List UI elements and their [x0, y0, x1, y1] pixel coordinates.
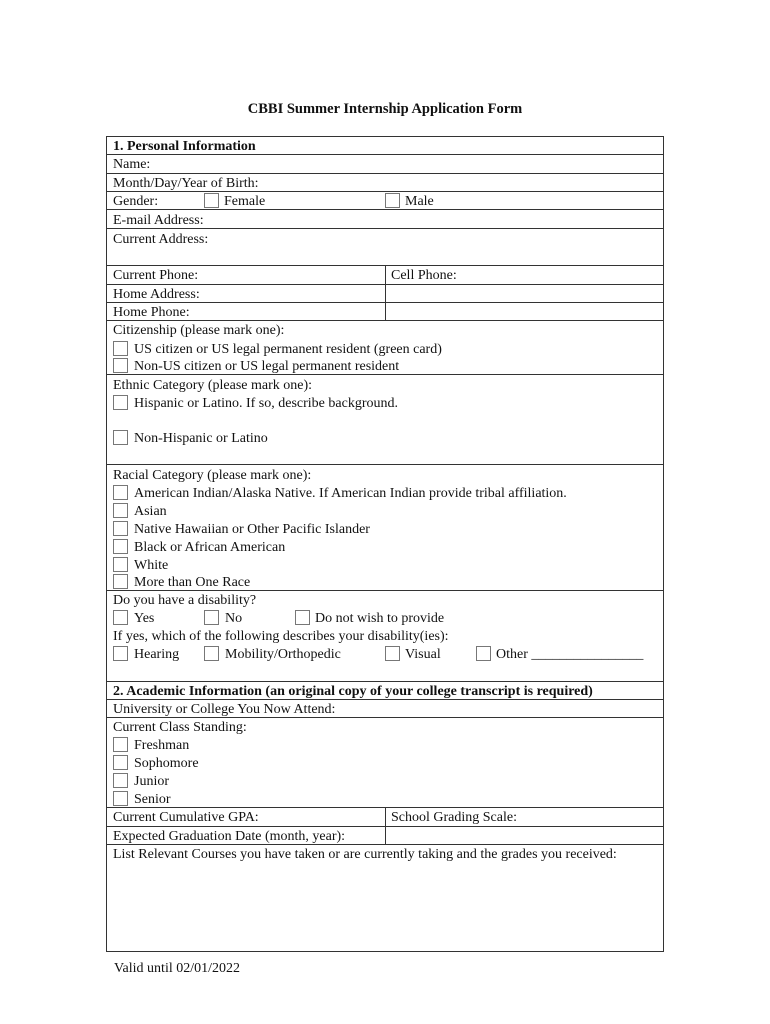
citizenship-checkbox-us[interactable] — [113, 341, 128, 356]
row-divider — [107, 464, 663, 465]
home-phone-field[interactable]: Home Phone: — [113, 305, 190, 320]
hearing-label: Hearing — [134, 647, 180, 662]
name-field[interactable]: Name: — [113, 157, 151, 172]
gender-label: Gender: — [113, 194, 159, 209]
senior-label: Senior — [134, 792, 171, 807]
racial-option: Asian — [134, 504, 167, 519]
male-checkbox[interactable] — [385, 193, 400, 208]
racial-checkbox[interactable] — [113, 521, 128, 536]
visual-label: Visual — [405, 647, 441, 662]
column-divider — [385, 807, 386, 844]
racial-option: American Indian/Alaska Native. If American Indian provide tribal affiliation. — [134, 486, 567, 501]
section-heading-personal: 1. Personal Information — [113, 139, 256, 154]
citizenship-option-us: US citizen or US legal permanent resident (green card) — [134, 342, 442, 357]
row-divider — [107, 590, 663, 591]
racial-checkbox[interactable] — [113, 485, 128, 500]
cell-phone-field[interactable]: Cell Phone: — [391, 268, 457, 283]
disability-decline-checkbox[interactable] — [295, 610, 310, 625]
dob-field[interactable]: Month/Day/Year of Birth: — [113, 176, 259, 191]
junior-label: Junior — [134, 774, 169, 789]
racial-checkbox[interactable] — [113, 503, 128, 518]
row-divider — [107, 699, 663, 700]
disability-question: Do you have a disability? — [113, 593, 257, 608]
sophomore-label: Sophomore — [134, 756, 199, 771]
citizenship-option-non-us: Non-US citizen or US legal permanent resident — [134, 359, 400, 374]
sophomore-checkbox[interactable] — [113, 755, 128, 770]
row-divider — [107, 681, 663, 682]
disability-yes-checkbox[interactable] — [113, 610, 128, 625]
visual-checkbox[interactable] — [385, 646, 400, 661]
row-divider — [107, 209, 663, 210]
page-title: CBBI Summer Internship Application Form — [247, 101, 523, 117]
graduation-date-field[interactable]: Expected Graduation Date (month, year): — [113, 829, 346, 844]
disability-decline-label: Do not wish to provide — [315, 611, 445, 626]
racial-checkbox[interactable] — [113, 574, 128, 589]
hearing-checkbox[interactable] — [113, 646, 128, 661]
current-phone-field[interactable]: Current Phone: — [113, 268, 199, 283]
junior-checkbox[interactable] — [113, 773, 128, 788]
disability-no-checkbox[interactable] — [204, 610, 219, 625]
senior-checkbox[interactable] — [113, 791, 128, 806]
other-label: Other ________________ — [496, 647, 644, 662]
row-divider — [107, 191, 663, 192]
freshman-label: Freshman — [134, 738, 190, 753]
row-divider — [107, 844, 663, 845]
female-checkbox[interactable] — [204, 193, 219, 208]
ethnic-checkbox-non-hispanic[interactable] — [113, 430, 128, 445]
citizenship-label: Citizenship (please mark one): — [113, 323, 285, 338]
disability-yes-label: Yes — [134, 611, 155, 626]
racial-option: Native Hawaiian or Other Pacific Islander — [134, 522, 370, 537]
row-divider — [107, 154, 663, 155]
ethnic-checkbox-hispanic[interactable] — [113, 395, 128, 410]
racial-option: Black or African American — [134, 540, 286, 555]
section-heading-academic: 2. Academic Information (an original copy of your college transcript is required) — [113, 684, 593, 699]
row-divider — [107, 717, 663, 718]
freshman-checkbox[interactable] — [113, 737, 128, 752]
column-divider — [385, 265, 386, 320]
racial-option: More than One Race — [134, 575, 251, 590]
ethnic-option-non-hispanic: Non-Hispanic or Latino — [134, 431, 268, 446]
home-address-field[interactable]: Home Address: — [113, 287, 200, 302]
racial-label: Racial Category (please mark one): — [113, 468, 312, 483]
female-label: Female — [224, 194, 266, 209]
grading-scale-field[interactable]: School Grading Scale: — [391, 810, 517, 825]
row-divider — [107, 374, 663, 375]
racial-checkbox[interactable] — [113, 539, 128, 554]
mobility-label: Mobility/Orthopedic — [225, 647, 341, 662]
citizenship-checkbox-non-us[interactable] — [113, 358, 128, 373]
other-checkbox[interactable] — [476, 646, 491, 661]
row-divider — [107, 228, 663, 229]
university-field[interactable]: University or College You Now Attend: — [113, 702, 336, 717]
row-divider — [107, 320, 663, 321]
disability-followup: If yes, which of the following describes your disability(ies): — [113, 629, 449, 644]
validity-footer: Valid until 02/01/2022 — [114, 961, 240, 976]
application-form — [106, 136, 664, 952]
class-standing-label: Current Class Standing: — [113, 720, 247, 735]
gpa-field[interactable]: Current Cumulative GPA: — [113, 810, 259, 825]
current-address-field[interactable]: Current Address: — [113, 232, 209, 247]
ethnic-option-hispanic: Hispanic or Latino. If so, describe background. — [134, 396, 398, 411]
mobility-checkbox[interactable] — [204, 646, 219, 661]
racial-checkbox[interactable] — [113, 557, 128, 572]
row-divider — [107, 173, 663, 174]
disability-no-label: No — [225, 611, 243, 626]
racial-option: White — [134, 558, 169, 573]
courses-field[interactable]: List Relevant Courses you have taken or are currently taking and the grades you received: — [113, 847, 617, 862]
male-label: Male — [405, 194, 434, 209]
ethnic-label: Ethnic Category (please mark one): — [113, 378, 313, 393]
email-field[interactable]: E-mail Address: — [113, 213, 204, 228]
